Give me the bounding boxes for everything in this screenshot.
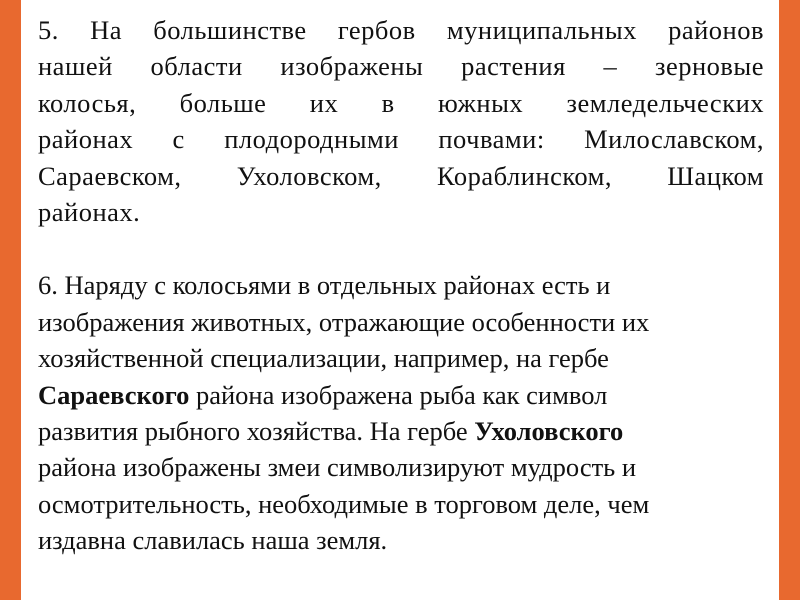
paragraph-2-line: осмотрительность, необходимые в торговом деле, чем [38, 488, 650, 519]
paragraph-2-line: района изображены змеи символизируют мудрость и [38, 452, 637, 483]
paragraph-1-line: районах. [38, 197, 141, 228]
paragraph-2-line: издавна славилась наша земля. [38, 525, 388, 556]
paragraph-2-line [38, 413, 764, 449]
paragraph-2 [38, 267, 764, 558]
paragraph-2-line-text: развития рыбного хозяйства. На гербе [38, 416, 475, 447]
district-name-saraevsky: Сараевского [38, 379, 190, 410]
paragraph-1-line: Сараевском, Ухоловском, Кораблинском, Шацком [38, 160, 764, 191]
paragraph-1-line: нашей области изображены растения – зерновые [38, 51, 764, 82]
paragraph-2-line [38, 377, 764, 413]
slide-content [21, 0, 779, 600]
paragraph-1 [38, 12, 764, 230]
paragraph-1-line: районах с плодородными почвами: Милославском, [38, 124, 764, 155]
paragraph-1-line: 5. На большинстве гербов муниципальных районов [38, 15, 764, 45]
paragraph-2-line-text: района изображена рыба как символ [189, 379, 608, 410]
district-name-ukholovsky: Ухоловского [474, 416, 624, 447]
paragraph-2-line: 6. Наряду с колосьями в отдельных районах есть и [38, 270, 611, 301]
paragraph-1-line: колосья, больше их в южных земледельческих [38, 87, 764, 118]
paragraph-2-line: изображения животных, отражающие особенности их [38, 306, 650, 337]
paragraph-2-line: хозяйственной специализации, например, на гербе [38, 343, 609, 374]
paragraph-spacer [38, 230, 764, 267]
